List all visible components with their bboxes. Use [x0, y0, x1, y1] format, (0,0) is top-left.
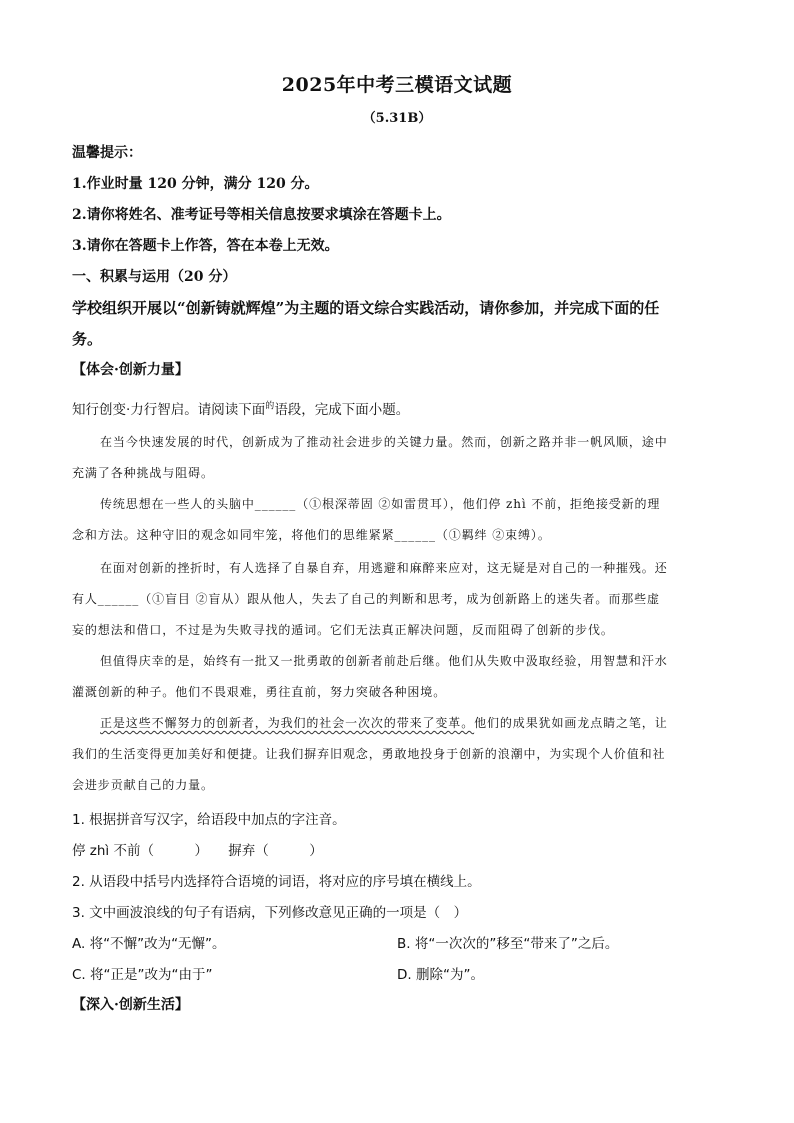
exam-title: 2025年中考三模语文试题: [281, 74, 513, 96]
passage-line-12: 会进步贡献自己的力量。: [72, 778, 214, 792]
tip-1: 1.作业时量 120 分钟，满分 120 分。: [72, 176, 319, 192]
passage-line-10: [100, 714, 722, 731]
passage-line-7: 妄的想法和借口，不过是为失败寻找的遁词。它们无法真正解决问题，反而阻碍了创新的步伐。: [72, 623, 614, 637]
passage-line-2: 充满了各种挑战与阻碍。: [72, 466, 214, 480]
lead-text-b: 语段，完成下面小题。: [274, 402, 410, 418]
lead-raised-char: 的: [265, 401, 275, 412]
option-c: C. 将“正是”改为“由于”: [72, 967, 213, 983]
passage-line-10-rest: 他们的成果犹如画龙点睛之笔，让: [474, 716, 668, 730]
part1-heading: 【体会·创新力量】: [72, 362, 189, 378]
option-d: D. 删除“为”。: [397, 967, 484, 983]
section-intro-line1: 学校组织开展以“创新铸就辉煌”为主题的语文综合实践活动，请你参加，并完成下面的任: [72, 299, 660, 317]
passage-line-11: 我们的生活变得更加美好和便捷。让我们摒弃旧观念，勇敢地投身于创新的浪潮中，为实现个人价值和社: [72, 747, 666, 761]
passage-line-9: 灌溉创新的种子。他们不畏艰难，勇往直前，努力突破各种困境。: [72, 685, 447, 699]
question-3: 3. 文中画波浪线的句子有语病，下列修改意见正确的一项是（ ）: [72, 905, 468, 921]
passage-line-4: 念和方法。这种守旧的观念如同牢笼，将他们的思维紧紧______（①羁绊 ②束缚）。: [72, 528, 551, 542]
lead-text-a: 知行创变·力行智启。请阅读下面: [72, 402, 266, 418]
option-a: A. 将“不懈”改为“无懈”。: [72, 936, 226, 952]
part1-lead: [72, 398, 722, 418]
wavy-sentence: 正是这些不懈努力的创新者，为我们的社会一次次的带来了变革。: [100, 716, 475, 730]
passage-line-1: 在当今快速发展的时代，创新成为了推动社会进步的关键力量。然而，创新之路并非一帆风顺，途中: [100, 435, 668, 449]
section-intro-line2: 务。: [72, 330, 103, 348]
section-heading: 一、积累与运用（20 分）: [72, 269, 237, 285]
question-2: 2. 从语段中括号内选择符合语境的词语，将对应的序号填在横线上。: [72, 874, 481, 890]
passage-line-3: 传统思想在一些人的头脑中______（①根深蒂固 ②如雷贯耳），他们停 zhì 不前，拒绝接受新的理: [100, 497, 661, 511]
passage-line-6: 有人______（①盲目 ②盲从）跟从他人，失去了自己的判断和思考，成为创新路上的迷失者。而那些虚: [72, 592, 660, 606]
passage-line-5: 在面对创新的挫折时，有人选择了自暴自弃，用逃避和麻醉来应对，这无疑是对自己的一种摧残。还: [100, 561, 668, 575]
question-1: 1. 根据拼音写汉字，给语段中加点的字注音。: [72, 812, 346, 828]
part2-heading: 【深入·创新生活】: [72, 997, 189, 1013]
option-b: B. 将“一次次的”移至“带来了”之后。: [397, 936, 619, 952]
tip-2: 2.请你将姓名、准考证号等相关信息按要求填涂在答题卡上。: [72, 207, 451, 223]
question-1-blanks: 停 zhì 不前（ ） 摒弃（ ）: [72, 843, 323, 859]
passage-line-8: 但值得庆幸的是，始终有一批又一批勇敢的创新者前赴后继。他们从失败中汲取经验，用智慧和汗水: [100, 654, 668, 668]
tip-3: 3.请你在答题卡上作答，答在本卷上无效。: [72, 238, 339, 254]
exam-code: （5.31B）: [362, 111, 432, 126]
tips-heading: 温馨提示：: [72, 145, 142, 161]
